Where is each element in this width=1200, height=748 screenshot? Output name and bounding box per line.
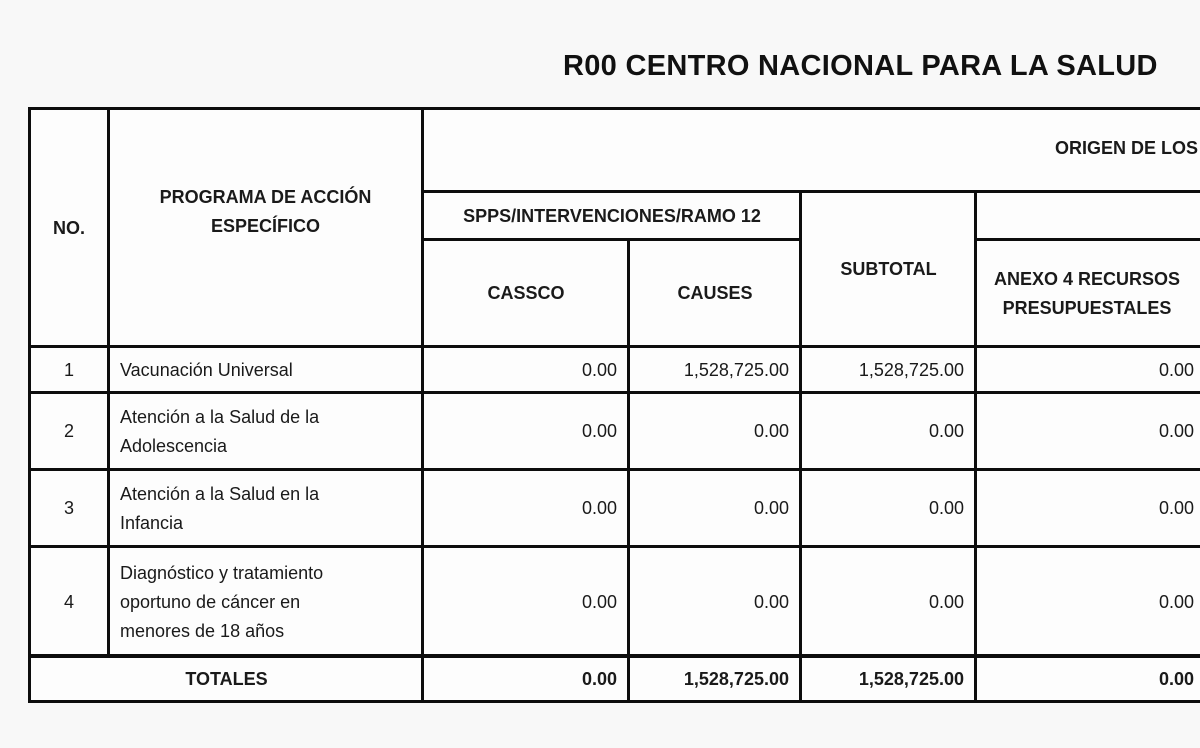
row-3-anexo: 0.00 [976, 470, 1200, 547]
header-cassco: CASSCO [423, 240, 629, 347]
row-4-no: 4 [30, 547, 108, 657]
grid-line [799, 190, 802, 703]
row-1-causes: 1,528,725.00 [629, 347, 801, 393]
row-1-anexo: 0.00 [976, 347, 1200, 393]
grid-line [28, 107, 31, 703]
row-3-programa: Atención a la Salud en la Infancia [108, 470, 423, 547]
totals-cassco: 0.00 [423, 657, 629, 702]
header-origen: ORIGEN DE LOS [423, 109, 1200, 192]
header-no: NO. [30, 109, 108, 347]
header-anexo: ANEXO 4 RECURSOS PRESUPUESTALES [976, 240, 1200, 347]
row-2-causes: 0.00 [629, 393, 801, 470]
grid-line [421, 107, 424, 703]
row-2-programa: Atención a la Salud de la Adolescencia [108, 393, 423, 470]
totals-anexo: 0.00 [976, 657, 1200, 702]
header-blank [976, 192, 1200, 240]
grid-line [28, 468, 1200, 471]
totals-causes: 1,528,725.00 [629, 657, 801, 702]
header-spps: SPPS/INTERVENCIONES/RAMO 12 [423, 192, 801, 240]
row-4-cassco: 0.00 [423, 547, 629, 657]
document-title: R00 CENTRO NACIONAL PARA LA SALUD [563, 50, 1158, 82]
row-4-anexo: 0.00 [976, 547, 1200, 657]
row-2-no: 2 [30, 393, 108, 470]
grid-line [28, 391, 1200, 394]
grid-line [976, 238, 1200, 241]
grid-line [423, 190, 1200, 193]
grid-line [28, 345, 1200, 348]
row-4-causes: 0.00 [629, 547, 801, 657]
totals-label: TOTALES [30, 657, 423, 702]
row-1-cassco: 0.00 [423, 347, 629, 393]
row-2-cassco: 0.00 [423, 393, 629, 470]
row-1-no: 1 [30, 347, 108, 393]
header-programa: PROGRAMA DE ACCIÓN ESPECÍFICO [108, 109, 423, 347]
grid-line [28, 700, 1200, 703]
grid-line [107, 107, 110, 657]
grid-line [28, 545, 1200, 548]
header-causes: CAUSES [629, 240, 801, 347]
row-1-subtotal: 1,528,725.00 [801, 347, 976, 393]
row-3-causes: 0.00 [629, 470, 801, 547]
grid-line [974, 190, 977, 703]
row-4-subtotal: 0.00 [801, 547, 976, 657]
grid-line [423, 238, 801, 241]
row-1-programa: Vacunación Universal [108, 347, 423, 393]
grid-line [28, 654, 1200, 658]
totals-subtotal: 1,528,725.00 [801, 657, 976, 702]
grid-line [28, 107, 1200, 110]
grid-line [627, 238, 630, 703]
row-4-programa: Diagnóstico y tratamiento oportuno de cáncer en menores de 18 años [108, 547, 423, 657]
row-3-no: 3 [30, 470, 108, 547]
header-subtotal: SUBTOTAL [801, 192, 976, 347]
row-3-subtotal: 0.00 [801, 470, 976, 547]
row-2-anexo: 0.00 [976, 393, 1200, 470]
row-3-cassco: 0.00 [423, 470, 629, 547]
row-2-subtotal: 0.00 [801, 393, 976, 470]
